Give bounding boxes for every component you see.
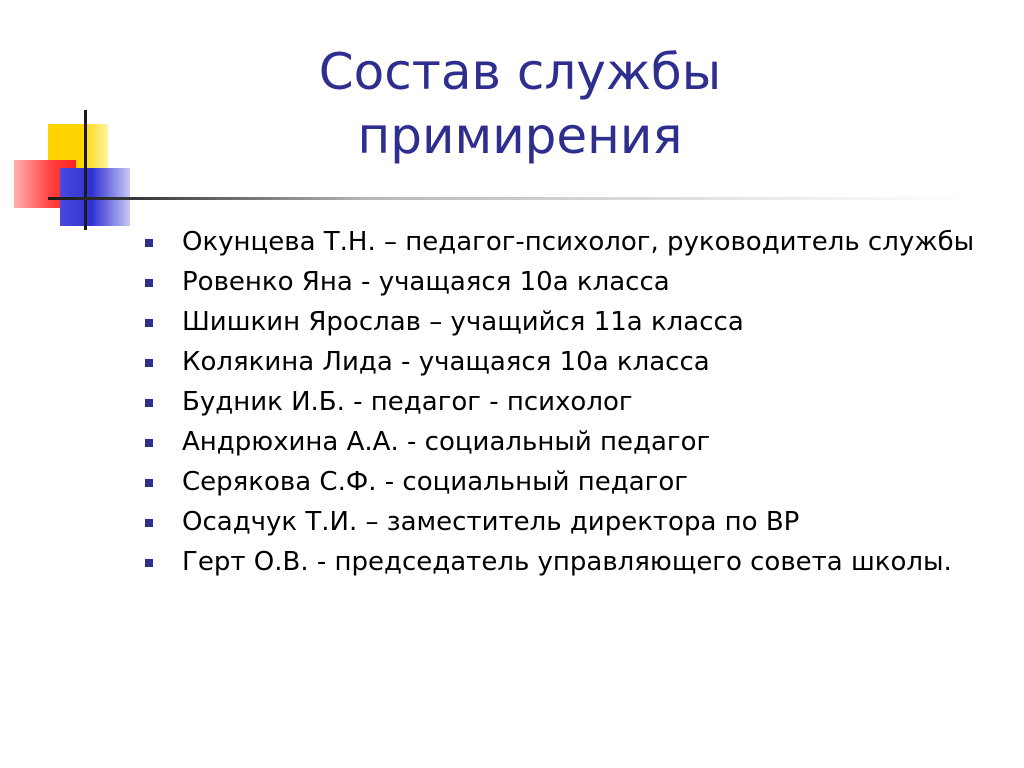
list-item-text: Окунцева Т.Н. – педагог-психолог, руководитель службы xyxy=(182,227,975,257)
list-item-text: Колякина Лида - учащаяся 10а класса xyxy=(182,347,710,377)
square-bullet-icon xyxy=(145,399,153,407)
list-item-text: Шишкин Ярослав – учащийся 11а класса xyxy=(182,307,744,337)
list-item xyxy=(145,426,985,458)
list-item xyxy=(145,466,985,498)
slide-title xyxy=(260,40,780,168)
list-item-text: Ровенко Яна - учащаяся 10а класса xyxy=(182,267,670,297)
list-item-text: Герт О.В. - председатель управляющего совета школы. xyxy=(182,547,952,577)
list-item-text: Осадчук Т.И. – заместитель директора по ВР xyxy=(182,507,800,537)
square-bullet-icon xyxy=(145,439,153,447)
slide-title-line-2: примирения xyxy=(357,107,683,165)
square-bullet-icon xyxy=(145,559,153,567)
list-item-text: Будник И.Б. - педагог - психолог xyxy=(182,387,633,417)
list-item xyxy=(145,346,985,378)
list-item xyxy=(145,386,985,418)
list-item xyxy=(145,226,985,258)
corner-decoration xyxy=(0,0,200,240)
square-bullet-icon xyxy=(145,359,153,367)
list-item xyxy=(145,546,985,578)
square-bullet-icon xyxy=(145,239,153,247)
list-item xyxy=(145,506,985,538)
list-item-text: Андрюхина А.А. - социальный педагог xyxy=(182,427,711,457)
square-bullet-icon xyxy=(145,279,153,287)
list-item-text: Серякова С.Ф. - социальный педагог xyxy=(182,467,688,497)
list-item xyxy=(145,266,985,298)
member-list xyxy=(145,226,985,586)
vertical-line-decoration xyxy=(84,110,87,230)
list-item xyxy=(145,306,985,338)
slide-title-line-1: Состав службы xyxy=(318,43,722,101)
square-bullet-icon xyxy=(145,519,153,527)
square-bullet-icon xyxy=(145,479,153,487)
square-bullet-icon xyxy=(145,319,153,327)
title-divider-line xyxy=(48,197,968,200)
